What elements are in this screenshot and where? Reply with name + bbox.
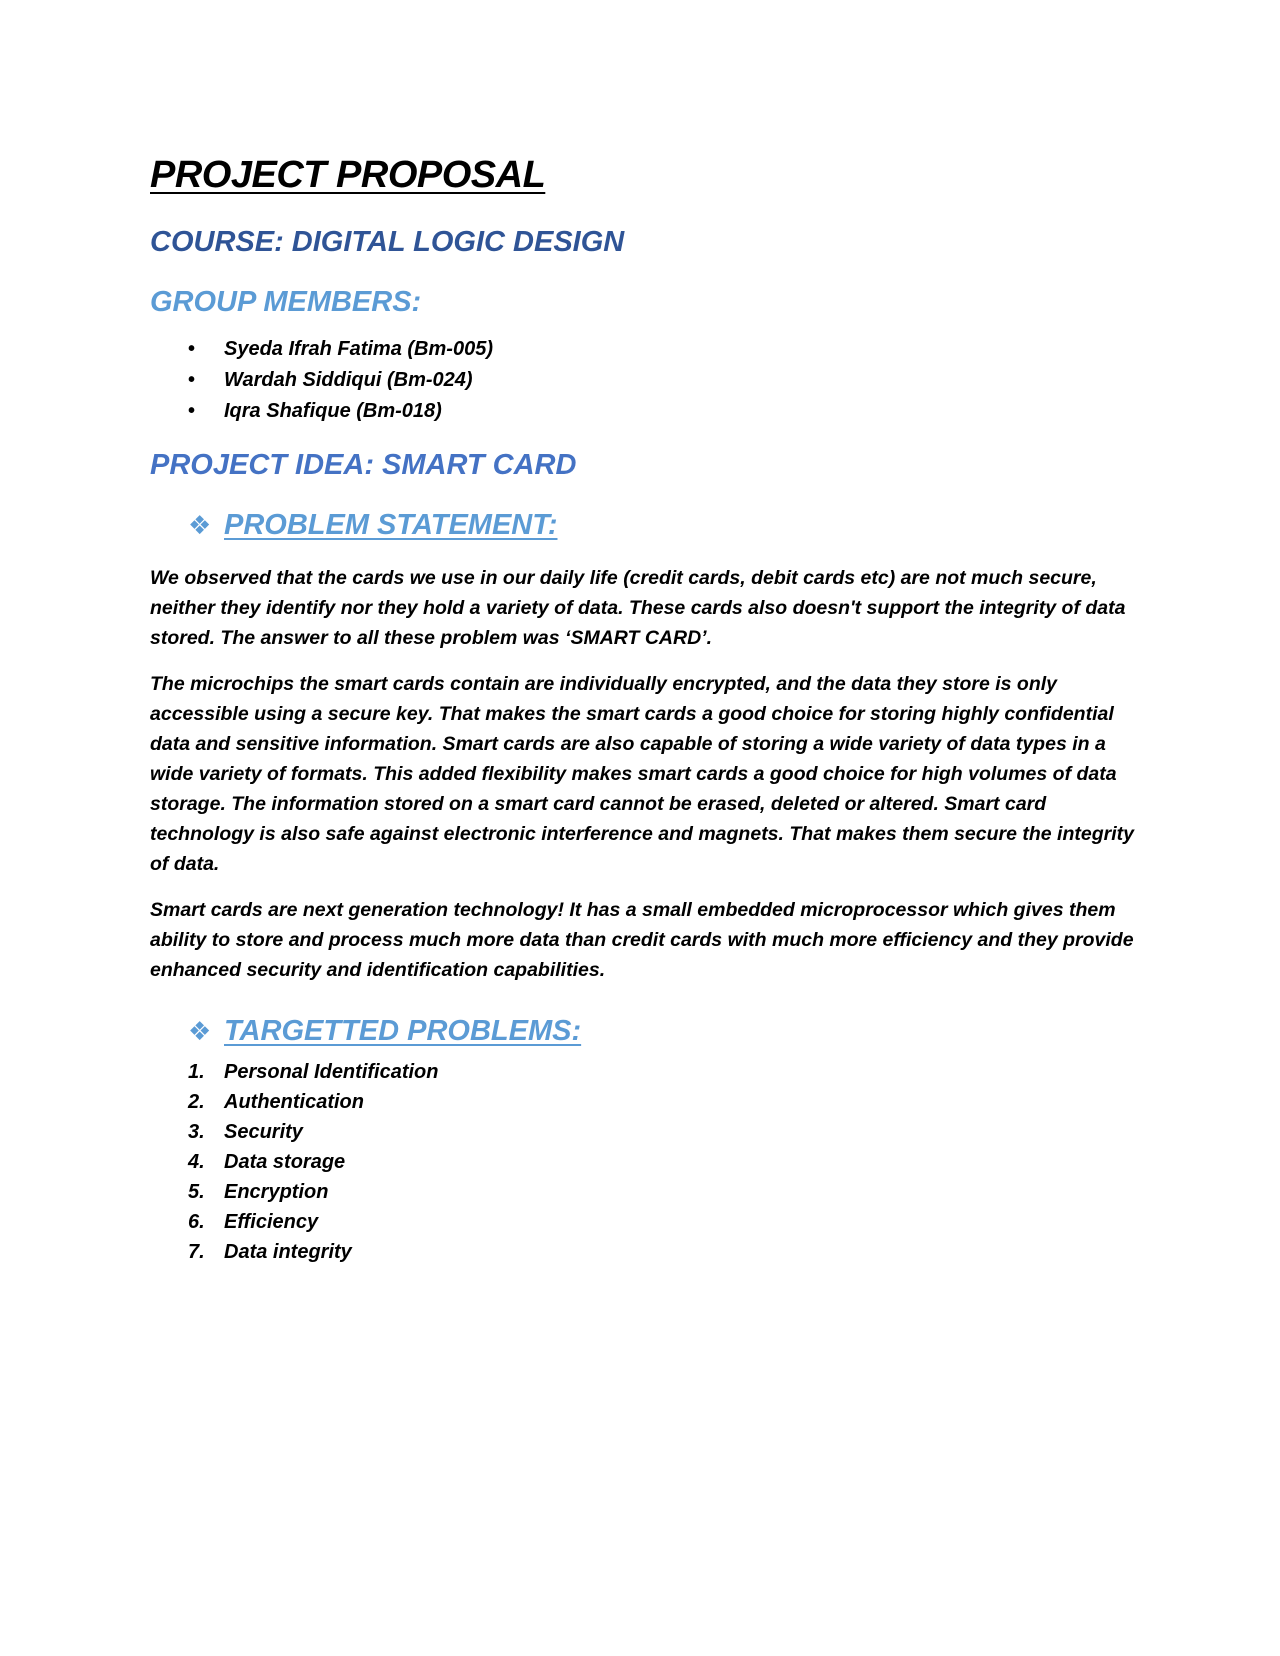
list-number: 5. [188, 1181, 205, 1203]
list-item [150, 1057, 1140, 1087]
list-number: 4. [188, 1151, 205, 1173]
member-item [150, 365, 1140, 396]
course-heading: COURSE: DIGITAL LOGIC DESIGN [150, 226, 625, 258]
bullet-icon: • [188, 338, 196, 360]
member-name: Syeda Ifrah Fatima (Bm-005) [224, 338, 493, 360]
list-number: 1. [188, 1061, 205, 1083]
member-item [150, 334, 1140, 365]
member-item [150, 396, 1140, 427]
list-label: Security [224, 1121, 303, 1143]
problem-paragraph: The microchips the smart cards contain are individually encrypted, and the data they store is only accessible using a secure key. That makes the smart cards a good choice for storing highly confidential data and sensitive information. Smart cards are also capable of storing a wide variety of data types in a wide variety of formats. This added flexibility makes smart cards a good choice for high volumes of data storage. The information stored on a smart card cannot be erased, deleted or altered. Smart card technology is also safe against electronic interference and magnets. That makes them secure the integrity of data. [150, 673, 1134, 875]
diamond-bullet-icon: ❖ [188, 1016, 212, 1046]
group-members-heading: GROUP MEMBERS: [150, 286, 422, 318]
problem-paragraph: We observed that the cards we use in our daily life (credit cards, debit cards etc) are not much secure, neither they identify nor they hold a variety of data. These cards also doesn't support the integrity of data stored. The answer to all these problem was ‘SMART CARD’. [150, 567, 1126, 649]
list-item [150, 1087, 1140, 1117]
list-label: Authentication [224, 1091, 364, 1113]
member-name: Wardah Siddiqui (Bm-024) [224, 369, 473, 391]
list-item [150, 1177, 1140, 1207]
project-idea-heading: PROJECT IDEA: SMART CARD [150, 449, 577, 481]
diamond-bullet-icon: ❖ [188, 510, 212, 540]
list-label: Data integrity [224, 1241, 352, 1263]
list-item [150, 1147, 1140, 1177]
list-label: Data storage [224, 1151, 346, 1173]
problem-paragraph: Smart cards are next generation technology! It has a small embedded microprocessor which gives them ability to store and process much more data than credit cards with much more efficiency and they provide enhanced security and identification capabilities. [150, 899, 1134, 981]
page-title: PROJECT PROPOSAL [150, 154, 546, 196]
list-item [150, 1237, 1140, 1267]
list-number: 7. [188, 1241, 205, 1263]
list-number: 6. [188, 1211, 205, 1233]
targeted-problems-heading [188, 1011, 1140, 1051]
targeted-problems-title: TARGETTED PROBLEMS: [224, 1015, 582, 1047]
bullet-icon: • [188, 400, 196, 422]
list-item [150, 1117, 1140, 1147]
member-name: Iqra Shafique (Bm-018) [224, 400, 442, 422]
list-label: Efficiency [224, 1211, 319, 1233]
list-label: Personal Identification [224, 1061, 439, 1083]
list-number: 2. [188, 1091, 205, 1113]
targeted-problems-list [150, 1057, 1140, 1267]
problem-statement-heading [188, 505, 1140, 545]
document-page [150, 150, 1140, 1267]
bullet-icon: • [188, 369, 196, 391]
list-number: 3. [188, 1121, 205, 1143]
list-item [150, 1207, 1140, 1237]
list-label: Encryption [224, 1181, 329, 1203]
members-list [150, 334, 1140, 427]
problem-statement-title: PROBLEM STATEMENT: [224, 509, 558, 541]
